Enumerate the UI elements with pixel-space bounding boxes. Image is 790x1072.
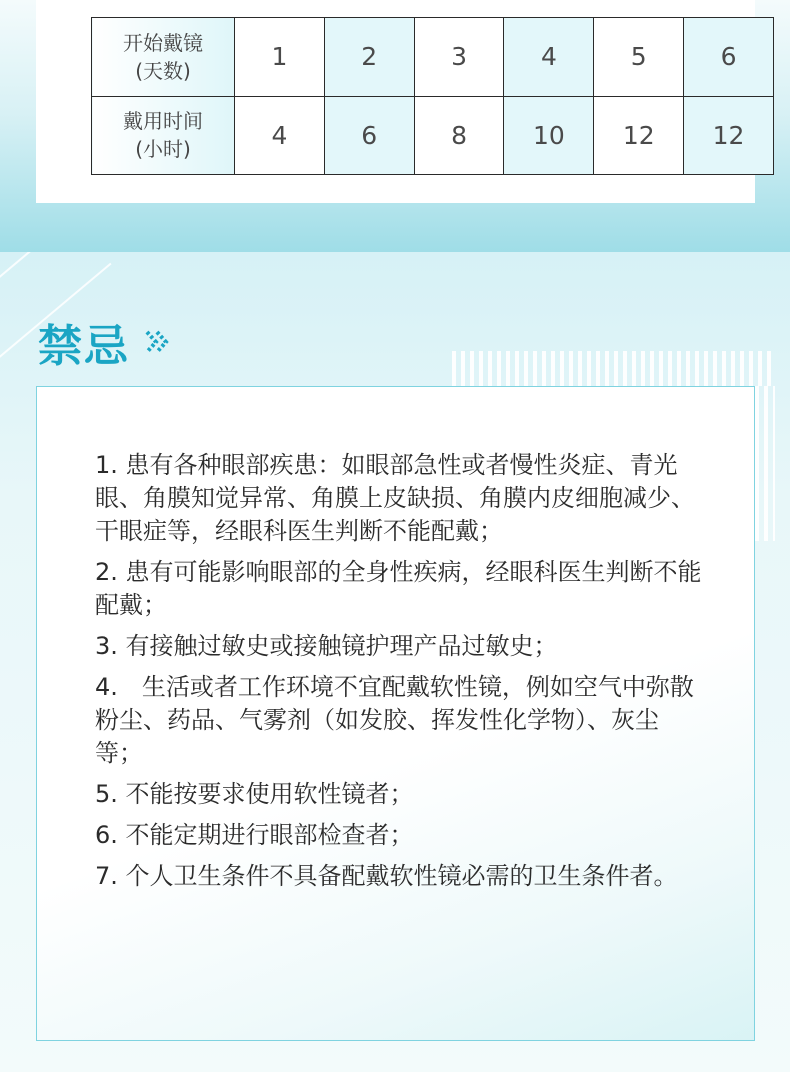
- row-header-line: (小时): [135, 137, 191, 162]
- table-cell: 4: [235, 96, 325, 175]
- table-row: [92, 18, 774, 97]
- decorative-stripes: [452, 351, 774, 386]
- wear-schedule-table: [91, 17, 774, 175]
- section-title-text: 禁忌: [38, 321, 130, 372]
- row-header-line: (天数): [135, 58, 191, 83]
- table-cell: 5: [594, 18, 684, 97]
- list-item: 6. 不能定期进行眼部检查者；: [95, 821, 414, 849]
- decorative-stripes: [755, 386, 775, 541]
- list-item: 7. 个人卫生条件不具备配戴软性镜必需的卫生条件者。: [95, 862, 678, 890]
- list-item: 5. 不能按要求使用软性镜者；: [95, 780, 414, 808]
- table-row: [92, 96, 774, 175]
- table-cell: 12: [594, 96, 684, 175]
- contraindications-panel: [36, 386, 755, 1041]
- table-cell: 12: [684, 96, 774, 175]
- row-header-line: 戴用时间: [123, 109, 203, 134]
- table-cell: 4: [504, 18, 594, 97]
- table-cell: 6: [684, 18, 774, 97]
- contraindications-list: [95, 449, 705, 901]
- table-cell: 6: [324, 96, 414, 175]
- list-item: 3. 有接触过敏史或接触镜护理产品过敏史；: [95, 632, 558, 660]
- table-cell: 2: [324, 18, 414, 97]
- table-cell: 8: [414, 96, 504, 175]
- table-cell: 1: [235, 18, 325, 97]
- list-item: 4. 生活或者工作环境不宜配戴软性镜，例如空气中弥散粉尘、药品、气雾剂（如发胶、挥发性化学物）、灰尘等；: [95, 673, 694, 767]
- row-header-wear-hours: [92, 96, 235, 175]
- section-title: [38, 312, 170, 372]
- table-cell: 3: [414, 18, 504, 97]
- schedule-card: [36, 0, 755, 203]
- decorative-line: [0, 252, 66, 294]
- list-item: 2. 患有可能影响眼部的全身性疾病，经眼科医生判断不能配戴；: [95, 558, 702, 619]
- double-chevron-right-icon: [144, 327, 170, 357]
- list-item: 1. 患有各种眼部疾患：如眼部急性或者慢性炎症、青光眼、角膜知觉异常、角膜上皮缺损、角膜内皮细胞减少、干眼症等，经眼科医生判断不能配戴；: [95, 451, 695, 545]
- row-header-start-day: [92, 18, 235, 97]
- table-cell: 10: [504, 96, 594, 175]
- row-header-line: 开始戴镜: [123, 30, 203, 55]
